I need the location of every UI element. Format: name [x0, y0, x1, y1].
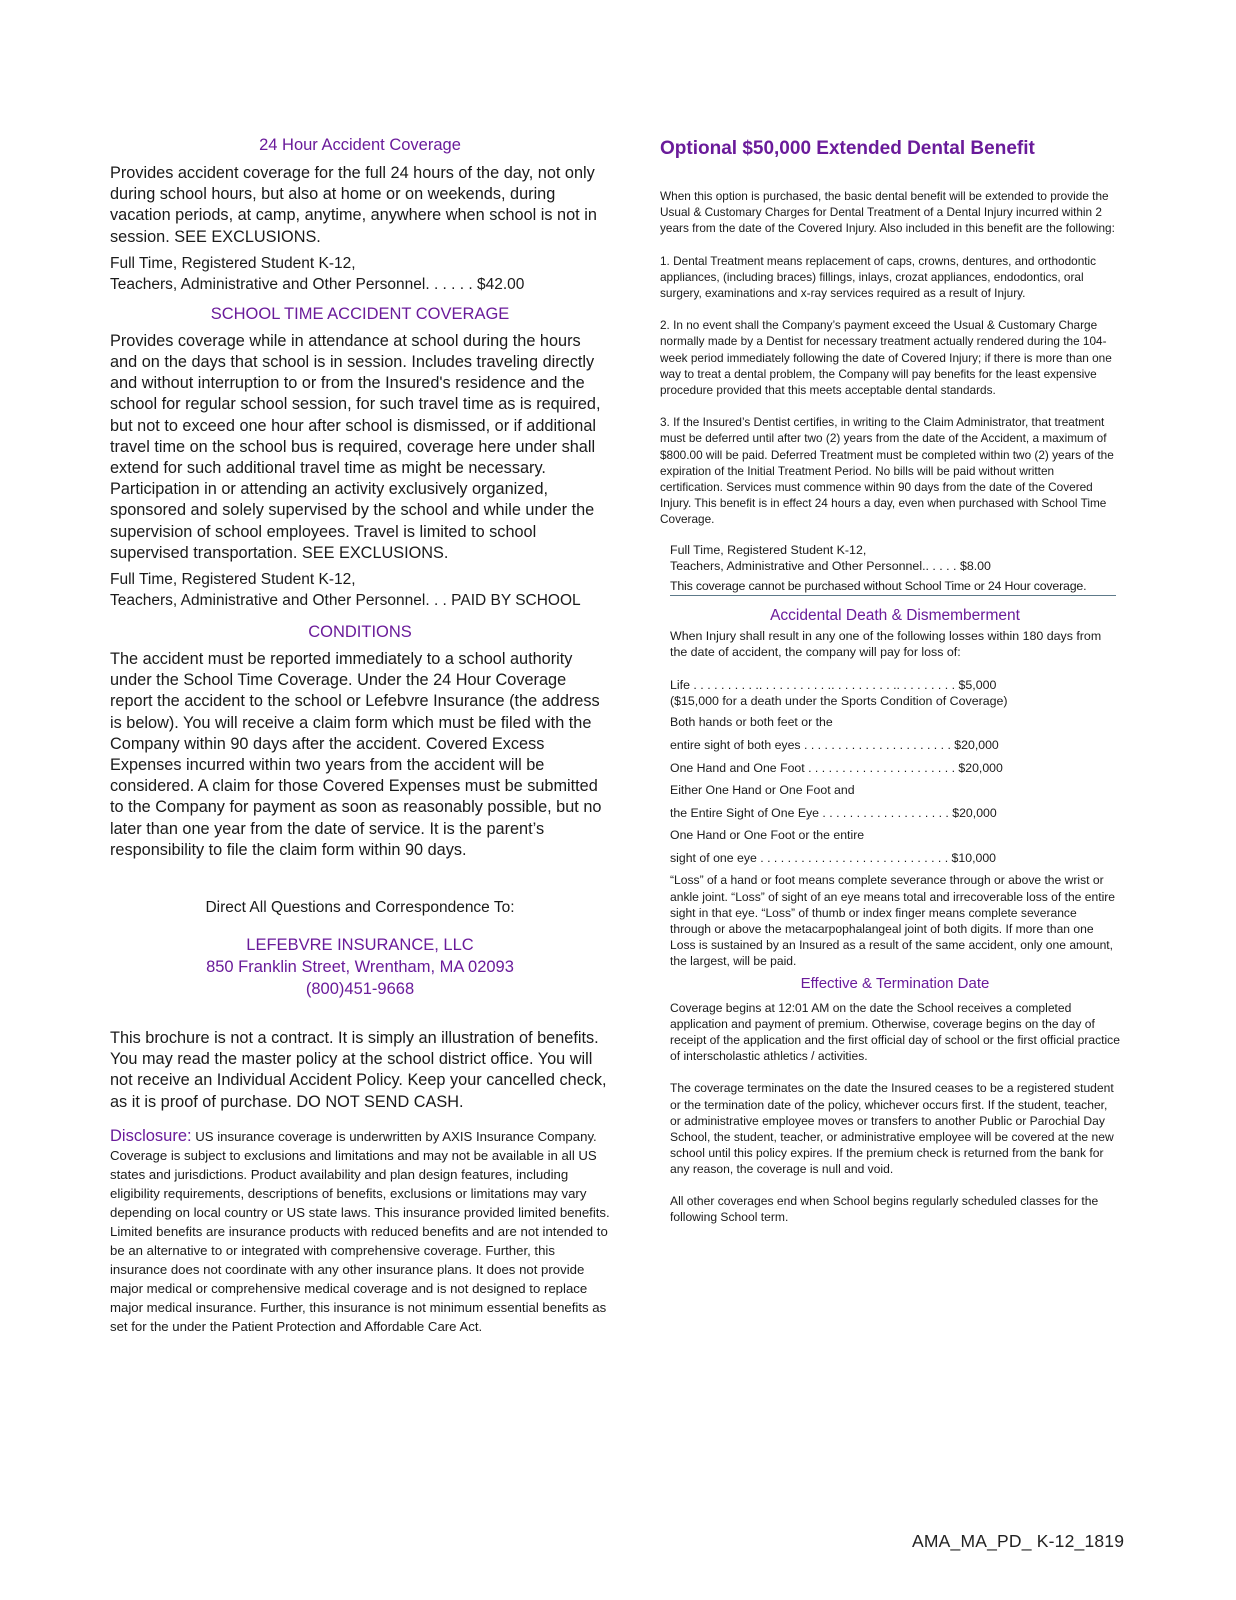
dental-item-2: 2. In no event shall the Company’s payment exceed the Usual & Customary Charge normally made by a Dentist for necessary treatment actually rendered during the 104-week period immediately following the date of Covered Injury; if there is more than one way to treat a dental problem, the Company will pay benefits for the least expensive procedure provided that this meets acceptable dental standards.	[660, 318, 1112, 398]
dental-note: This coverage cannot be purchased without School Time or 24 Hour coverage.	[670, 578, 1087, 593]
right-column	[660, 138, 1120, 1225]
conditions-title: CONDITIONS	[308, 623, 412, 642]
contact-company: LEFEBVRE INSURANCE, LLC	[246, 936, 474, 955]
contact-heading: Direct All Questions and Correspondence To:	[205, 899, 515, 917]
dental-rate-line2: Teachers, Administrative and Other Personnel.. . . . . $8.00	[670, 558, 991, 573]
hour24-rate-line2: Teachers, Administrative and Other Personnel. . . . . . $42.00	[110, 275, 525, 293]
conditions-body: The accident must be reported immediately to a school authority under the School Time Coverage. Under the 24 Hour Coverage report the accident to the school or Lefebvre Insurance (the address is below). You will receive a claim form which must be filed with the Company within 90 days after the accident. Covered Excess Expenses incurred within two years from the accident will be considered. A claim for those Covered Expenses must be submitted to the Company for payment as soon as reasonably possible, but no later than one year from the date of service. It is the parent’s responsibility to file the claim form within 90 days.	[110, 650, 602, 859]
add-row-4b: sight of one eye . . . . . . . . . . . . . . . . . . . . . . . . . . . . $10,000	[670, 850, 997, 865]
brochure-note: This brochure is not a contract. It is simply an illustration of benefits. You may read the master policy at the school district office. You will not receive an Individual Accident Policy. Keep your cancelled check, as it is proof of purchase. DO NOT SEND CASH.	[110, 1029, 607, 1111]
document-code: AMA_MA_PD_ K-12_1819	[912, 1531, 1125, 1551]
section-divider	[670, 595, 1116, 596]
contact-address: 850 Franklin Street, Wrentham, MA 02093	[206, 958, 514, 977]
add-title: Accidental Death & Dismemberment	[770, 606, 1020, 624]
dental-intro: When this option is purchased, the basic dental benefit will be extended to provide the Usual & Customary Charges for Dental Treatment of a Dental Injury incurred within 2 years from the date of the Covered Injury. Also included in this benefit are the following:	[660, 189, 1115, 236]
add-section	[670, 607, 1120, 1225]
effective-para-2: The coverage terminates on the date the Insured ceases to be a registered student or the termination date of the policy, whichever occurs first. If the student, teacher, or administrative employee moves or transfers to another Public or Parochial Day School, the student, teacher, or administrative employee will be covered at the new school until this policy expires. If the premium check is returned from the bank for any reason, the coverage is null and void.	[670, 1081, 1114, 1176]
left-column	[110, 136, 610, 1336]
add-row-3a: Either One Hand or One Foot and	[670, 783, 855, 798]
add-row-1b: entire sight of both eyes . . . . . . . . . . . . . . . . . . . . . . $20,000	[670, 737, 999, 752]
school-time-rate-line1: Full Time, Registered Student K-12,	[110, 571, 356, 589]
dental-title: Optional $50,000 Extended Dental Benefit	[660, 138, 1035, 159]
disclosure-text: US insurance coverage is underwritten by AXIS Insurance Company. Coverage is subject to exclusions and limitations and may not be available in all US states and jurisdictions. Product availability and plan design features, including eligibility requirements, descriptions of benefits, exclusions or limitations may vary depending on local country or US state laws. This insurance provided limited benefits. Limited benefits are insurance products with reduced benefits and are not intended to be an alternative to or integrated with comprehensive coverage. Further, this insurance does not coordinate with any other insurance plans. It does not provide major medical or comprehensive medical coverage and is not designed to replace major medical insurance. Further, this insurance is not minimum essential benefits as set for the under the Patient Protection and Affordable Care Act.	[110, 1128, 610, 1334]
hour24-title: 24 Hour Accident Coverage	[259, 136, 461, 154]
dental-rate-line1: Full Time, Registered Student K-12,	[670, 542, 867, 557]
contact-phone: (800)451-9668	[305, 980, 415, 999]
add-life: Life . . . . . . . . . .. . . . . . . . . . .. . . . . . . . . .. . . . . . . . . $5,000	[670, 678, 997, 693]
add-row-3b: the Entire Sight of One Eye . . . . . . . . . . . . . . . . . . . $20,000	[670, 805, 997, 820]
add-row-1a: Both hands or both feet or the	[670, 715, 833, 730]
dental-rate	[670, 542, 1120, 594]
school-time-body: Provides coverage while in attendance at school during the hours and on the days that school is in session. Includes traveling directly and without interruption to or from the Insured's residence and the school for regular school session, for such travel time as is required, but not to exceed one hour after school is dismissed, or if additional travel time on the school bus is required, coverage here under shall extend for such additional travel time as might be necessary. Participation in or attending an activity exclusively organized, sponsored and solely supervised by the school and while under the supervision of school employees. Travel is limited to school supervised transportation. SEE EXCLUSIONS.	[110, 331, 601, 562]
add-loss-definition: “Loss” of a hand or foot means complete severance through or above the wrist or ankle joint. “Loss” of sight of an eye means total and irrecoverable loss of the entire sight in that eye. “Loss” of thumb or index finger means complete severance through or above the metacarpophalangeal joint of both digits. If more than one Loss is sustained by an Insured as a result of the same accident, only one amount, the largest, will be paid.	[670, 873, 1116, 968]
add-row-4a: One Hand or One Foot or the entire	[670, 828, 865, 843]
add-intro: When Injury shall result in any one of the following losses within 180 days from the date of accident, the company will pay for loss of:	[670, 628, 1102, 660]
add-row-2: One Hand and One Foot . . . . . . . . . . . . . . . . . . . . . . $20,000	[670, 760, 1003, 775]
effective-para-1: Coverage begins at 12:01 AM on the date the School receives a completed application and payment of premium. Otherwise, coverage begins on the day of receipt of the application and the first official day of school or the first official practice of interscholastic athletics / activities.	[670, 1001, 1120, 1064]
disclosure	[110, 1127, 610, 1336]
school-time-title: SCHOOL TIME ACCIDENT COVERAGE	[210, 304, 510, 323]
effective-para-3: All other coverages end when School begins regularly scheduled classes for the following School term.	[670, 1193, 1099, 1225]
hour24-rate-line1: Full Time, Registered Student K-12,	[110, 254, 356, 272]
dental-item-3: 3. If the Insured’s Dentist certifies, in writing to the Claim Administrator, that treatment must be deferred until after two (2) years from the date of the Accident, a maximum of $800.00 will be paid. Deferred Treatment must be completed within two (2) years of the expiration of the Initial Treatment Period. No bills will be paid without written certification. Services must commence within 90 days from the date of the Covered Injury. This benefit is in effect 24 hours a day, even when purchased with School Time Coverage.	[660, 415, 1114, 527]
dental-item-1: 1. Dental Treatment means replacement of caps, crowns, dentures, and orthodontic appliances, (including braces) fillings, inlays, crozat appliances, endodontics, oral surgery, examinations and x-ray services required as a result of Injury.	[660, 253, 1097, 301]
hour24-body: Provides accident coverage for the full 24 hours of the day, not only during school hours, but also at home or on weekends, during vacation periods, at camp, anytime, anywhere when school is not in session. SEE EXCLUSIONS.	[110, 164, 597, 246]
add-life-note: ($15,000 for a death under the Sports Condition of Coverage)	[670, 694, 1008, 709]
school-time-rate-line2: Teachers, Administrative and Other Personnel. . . PAID BY SCHOOL	[110, 592, 581, 610]
effective-title: Effective & Termination Date	[800, 975, 990, 993]
disclosure-label: Disclosure:	[110, 1126, 192, 1145]
